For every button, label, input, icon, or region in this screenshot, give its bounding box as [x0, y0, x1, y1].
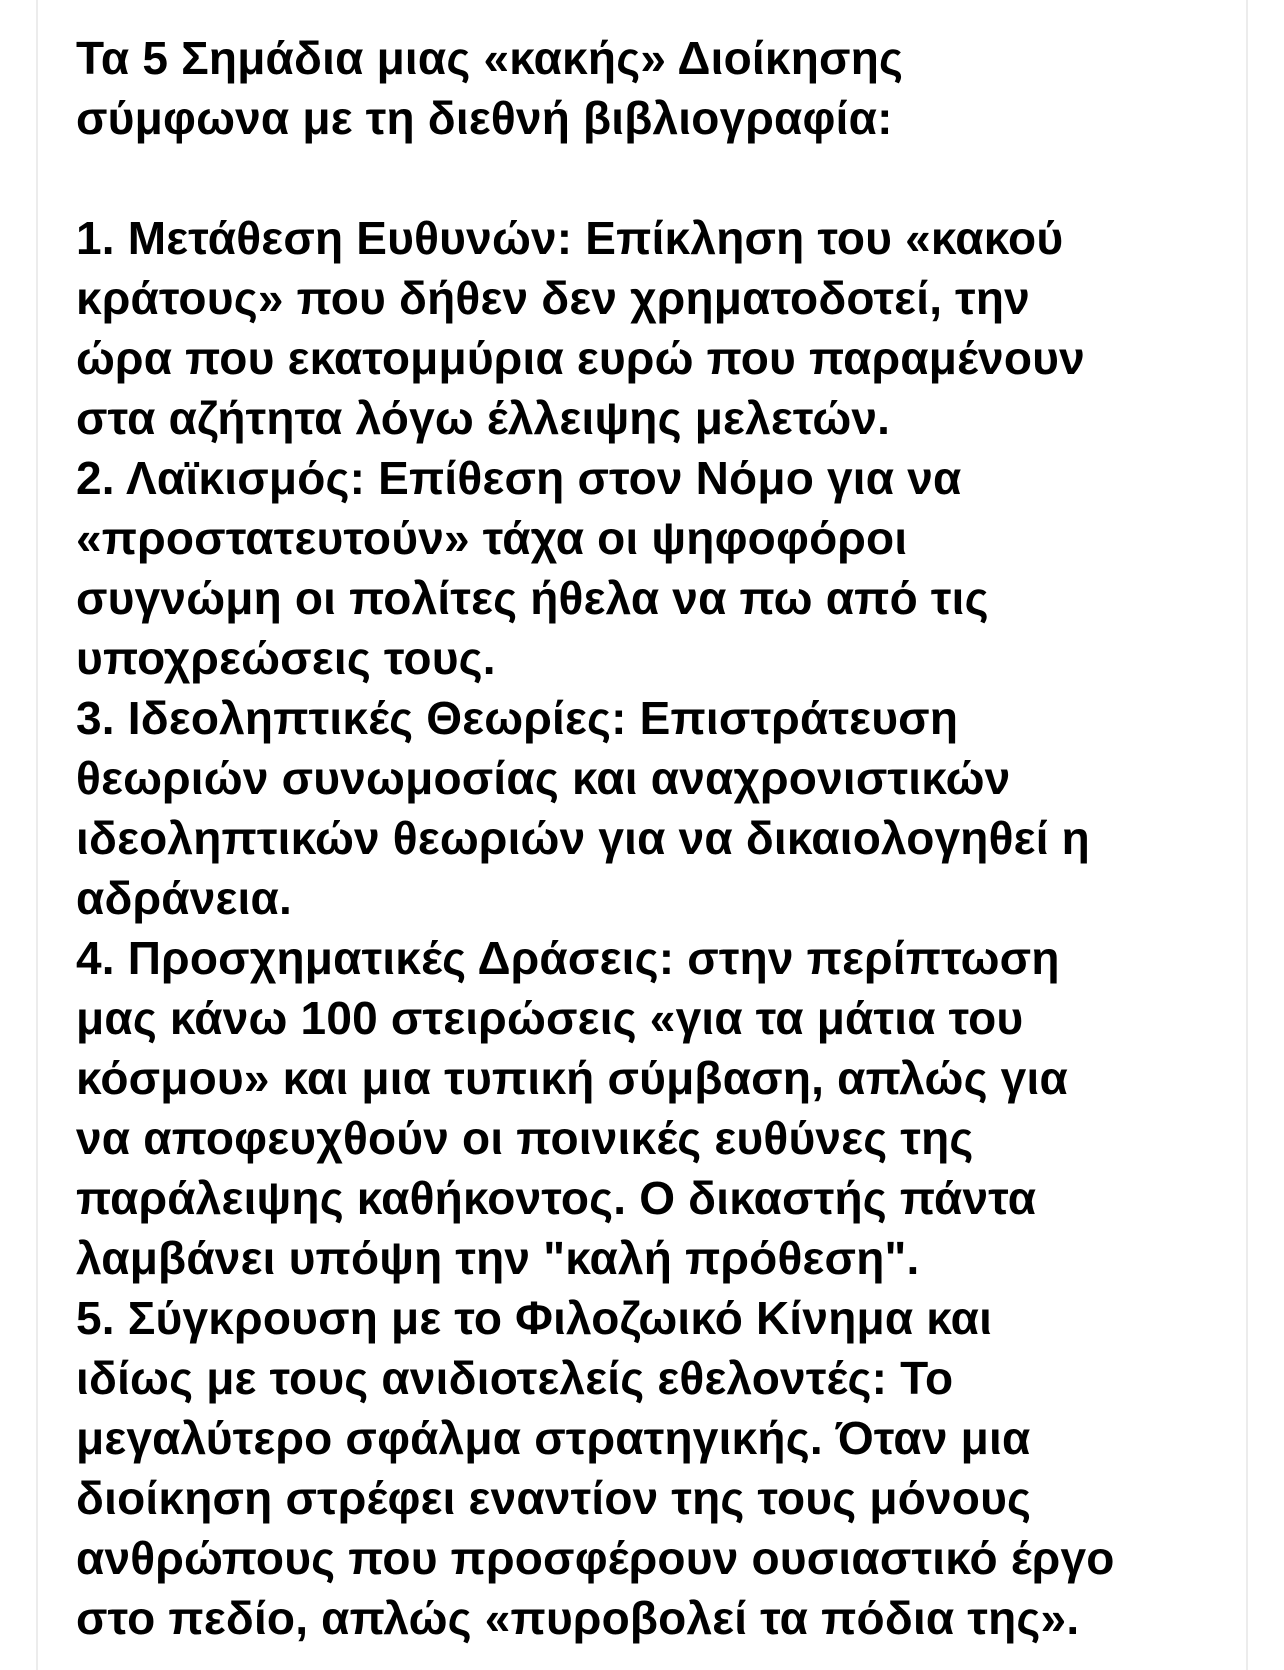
- heading-line: σύμφωνα με τη διεθνή βιβλιογραφία:: [76, 92, 893, 144]
- item-line: μας κάνω 100 στειρώσεις «για τα μάτια του: [76, 992, 1024, 1044]
- list-item-1: [76, 208, 1226, 448]
- item-line: 4. Προσχηματικές Δράσεις: στην περίπτωση: [76, 932, 1060, 984]
- item-line: αδράνεια.: [76, 872, 292, 924]
- item-line: ιδίως με τους ανιδιοτελείς εθελοντές: Το: [76, 1352, 954, 1404]
- item-line: 2. Λαϊκισμός: Επίθεση στον Νόμο για να: [76, 452, 962, 504]
- item-line: διοίκηση στρέφει εναντίον της τους μόνους: [76, 1472, 1032, 1524]
- item-line: στο πεδίο, απλώς «πυροβολεί τα πόδια της».: [76, 1592, 1080, 1644]
- item-line: 5. Σύγκρουση με το Φιλοζωικό Κίνημα και: [76, 1292, 993, 1344]
- heading-line: Τα 5 Σημάδια μιας «κακής» Διοίκησης: [76, 32, 904, 84]
- item-line: στα αζήτητα λόγω έλλειψης μελετών.: [76, 392, 891, 444]
- list-item-5: [76, 1288, 1226, 1648]
- item-line: μεγαλύτερο σφάλμα στρατηγικής. Όταν μια: [76, 1412, 1031, 1464]
- post-card: [36, 0, 1248, 1670]
- item-line: κράτους» που δήθεν δεν χρηματοδοτεί, την: [76, 272, 1030, 324]
- item-line: ιδεοληπτικών θεωριών για να δικαιολογηθεί η: [76, 812, 1090, 864]
- item-line: ανθρώπους που προσφέρουν ουσιαστικό έργο: [76, 1532, 1115, 1584]
- item-line: θεωριών συνωμοσίας και αναχρονιστικών: [76, 752, 1011, 804]
- item-line: «προστατευτούν» τάχα οι ψηφοφόροι: [76, 512, 908, 564]
- blank-line: [76, 148, 1226, 208]
- item-line: να αποφευχθούν οι ποινικές ευθύνες της: [76, 1112, 974, 1164]
- item-line: 3. Ιδεοληπτικές Θεωρίες: Επιστράτευση: [76, 692, 959, 744]
- item-line: 1. Μετάθεση Ευθυνών: Επίκληση του «κακού: [76, 212, 1064, 264]
- item-line: παράλειψης καθήκοντος. Ο δικαστής πάντα: [76, 1172, 1037, 1224]
- item-line: κόσμου» και μια τυπική σύμβαση, απλώς για: [76, 1052, 1068, 1104]
- item-line: λαμβάνει υπόψη την "καλή πρόθεση".: [76, 1232, 920, 1284]
- list-item-2: [76, 448, 1226, 688]
- list-item-3: [76, 688, 1226, 928]
- list-item-4: [76, 928, 1226, 1288]
- item-line: ώρα που εκατομμύρια ευρώ που παραμένουν: [76, 332, 1085, 384]
- item-line: συγνώμη οι πολίτες ήθελα να πω από τις: [76, 572, 989, 624]
- post-text: [76, 28, 1226, 1648]
- item-line: υποχρεώσεις τους.: [76, 632, 496, 684]
- post-heading: [76, 28, 1226, 148]
